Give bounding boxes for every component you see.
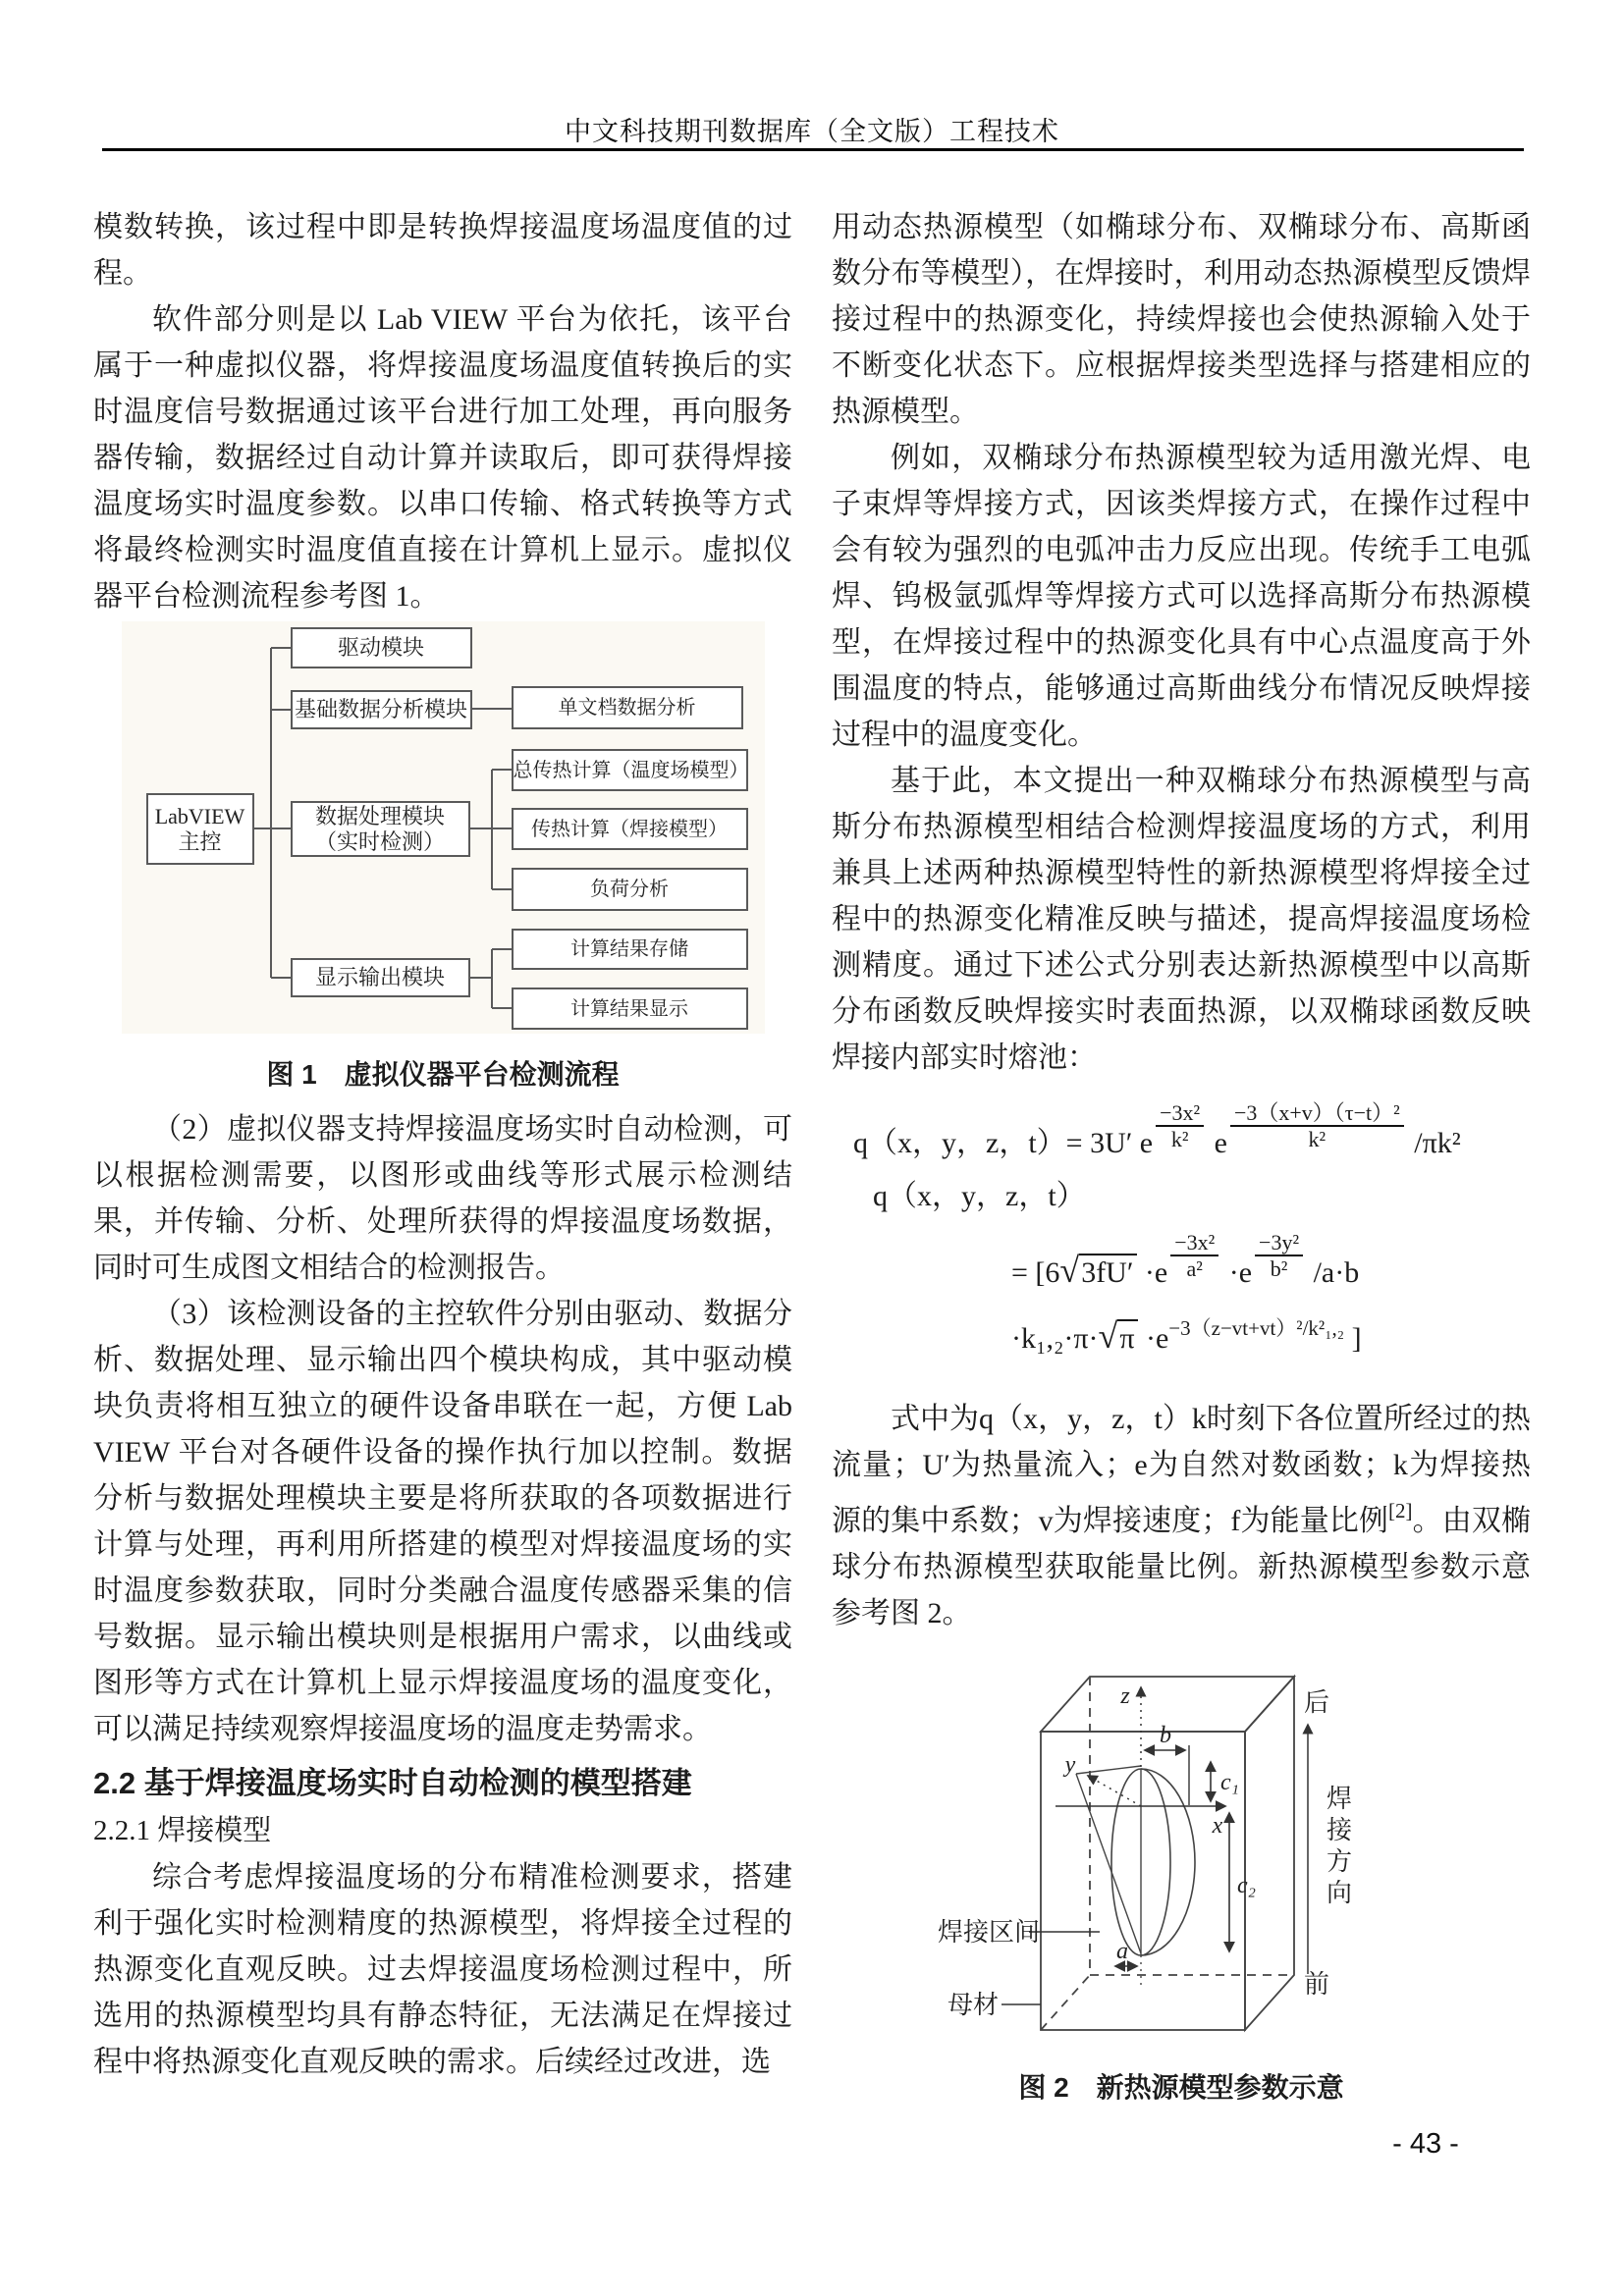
formula-part: = [6	[1011, 1256, 1060, 1289]
front-label: 前	[1304, 1970, 1330, 1999]
flowchart-label: 计算结果存储	[570, 938, 688, 960]
paragraph: 综合考虑焊接温度场的分布精准检测要求，搭建利于强化实时检测精度的热源模型，将焊接全过程的热源变化直观反映。过去焊接温度场检测过程中，所选用的热源模型均具有静态特征，无法满足在焊接过程中将热源变化直观反映的需求。后续经过改进，选	[93, 1861, 792, 2078]
flowchart-label: LabVIEW	[154, 803, 245, 828]
header-rule	[102, 148, 1524, 151]
paragraph-text: 。由双椭球分布热源模型获取能量比例。新热源模型参数示意参考图 2。	[832, 1505, 1532, 1629]
radical-sign: √	[1059, 1251, 1080, 1290]
exponent-fraction	[1156, 1100, 1204, 1151]
formula-part: ·e	[1144, 1256, 1168, 1289]
left-column	[93, 187, 792, 2085]
paragraph: 模数转换，该过程中即是转换焊接温度场温度值的过程。	[93, 211, 792, 290]
figure2-drawing	[913, 1654, 1434, 2042]
formula-part: /a·b	[1313, 1256, 1360, 1289]
fraction-numerator: −3x²	[1170, 1230, 1218, 1256]
flowchart-label: 显示输出模块	[314, 965, 445, 989]
flowchart-label: 单文档数据分析	[558, 697, 696, 719]
formula-part: /πk²	[1414, 1127, 1461, 1159]
paragraph: 基于此，本文提出一种双椭球分布热源模型与高斯分布热源模型相结合检测焊接温度场的方式，利用兼具上述两种热源模型特性的新热源模型将焊接全过程中的热源变化精准反映与描述，提高焊接温度场检测精度。通过下述公式分别表达新热源模型中以高斯分布函数反映焊接实时表面热源，以双椭球函数反映焊接内部实时熔池：	[832, 765, 1531, 1074]
y-axis	[1088, 1776, 1141, 1806]
exponent-fraction	[1170, 1230, 1218, 1281]
dimension-arrows	[1115, 1745, 1229, 1966]
flowchart-label: 主控	[178, 828, 222, 854]
flowchart-label: 数据处理模块	[314, 803, 445, 828]
flowchart-box-display-output	[291, 958, 470, 997]
base-metal-label: 母材	[947, 1991, 1000, 2019]
journal-header: 中文科技期刊数据库（全文版）工程技术	[565, 117, 1059, 146]
formula-double-ellipsoid-line2	[1011, 1230, 1531, 1291]
formula-part: e	[1214, 1127, 1227, 1159]
exponent-fraction	[1255, 1230, 1303, 1281]
dim-c1-label: c₁	[1220, 1770, 1239, 1795]
fraction-denominator: k²	[1170, 1127, 1189, 1151]
formula-part: ·k₁,₂·π·	[1011, 1322, 1099, 1355]
fraction-numerator: −3x²	[1156, 1100, 1204, 1127]
formula-double-ellipsoid-lhs: q（x，y，z，t）	[873, 1180, 1086, 1212]
section-heading-2-2: 2.2 基于焊接温度场实时自动检测的模型搭建	[93, 1766, 692, 1800]
figure2-heat-source-diagram	[913, 1654, 1434, 2047]
flowchart-label: 总传热计算（温度场模型）	[513, 759, 749, 781]
fraction-numerator: −3y²	[1255, 1230, 1303, 1256]
formula-part: q（x，y，z，t）= 3U′	[853, 1127, 1133, 1159]
flowchart-label: 计算结果显示	[570, 997, 688, 1020]
right-column	[832, 187, 1531, 2119]
paragraph	[832, 1396, 1531, 1636]
fraction-denominator: k²	[1308, 1127, 1326, 1151]
sqrt-term	[1059, 1250, 1137, 1291]
figure1-caption: 图 1 虚拟仪器平台检测流程	[266, 1059, 620, 1090]
radical-sign: √	[1098, 1316, 1118, 1356]
paragraph: （3）该检测设备的主控软件分别由驱动、数据分析、数据处理、显示输出四个模块构成，其中驱动模块负责将相互独立的硬件设备串联在一起，方便 Lab VIEW 平台对各硬件设备的操作执行加以控制。数据分析与数据处理模块主要是将所获取的各项数据进行计算与处理，再利用所搭建的模型对焊接温度场的实时温度参数获取，同时分类融合温度传感器采集的信号数据。显示输出模块则是根据用户需求，以曲线或图形等方式在计算机上显示焊接温度场的温度变化，可以满足持续观察焊接温度场的温度走势需求。	[93, 1298, 792, 1745]
weld-pool-ellipsoid	[1076, 1766, 1195, 1988]
flowchart-label: 基础数据分析模块	[294, 697, 467, 721]
formula-gauss-surface-heat	[853, 1100, 1531, 1161]
weld-direction-label: 焊接方向	[1323, 1785, 1352, 1910]
flowchart-box-data-processing	[291, 801, 470, 857]
x-axis-label: x	[1212, 1813, 1223, 1839]
figure1-flowchart	[122, 621, 765, 1034]
paragraph: （2）虚拟仪器支持焊接温度场实时自动检测，可以根据检测需要，以图形或曲线等形式展示检测结果，并传输、分析、处理所获得的焊接温度场数据，同时可生成图文相结合的检测报告。	[93, 1113, 792, 1284]
flowchart-label: 传热计算（焊接模型）	[531, 818, 728, 840]
callout-lines	[1001, 1725, 1308, 2004]
weld-zone-label: 焊接区间	[938, 1918, 1041, 1947]
section-heading-2-2-1: 2.2.1 焊接模型	[93, 1815, 272, 1846]
flowchart-box-basic-data-analysis	[291, 690, 472, 729]
sqrt-term	[1099, 1315, 1139, 1357]
dim-b-label: b	[1160, 1723, 1171, 1748]
dim-c2-label: c₂	[1237, 1873, 1256, 1898]
z-axis-label: z	[1120, 1683, 1130, 1709]
paragraph: 软件部分则是以 Lab VIEW 平台为依托，该平台属于一种虚拟仪器，将焊接温度场温度值转换后的实时温度信号数据通过该平台进行加工处理，再向服务器传输，数据经过自动计算并读取后，即可获得焊接温度场实时温度参数。以串口传输、格式转换等方式将最终检测实时温度值直接在计算机上显示。虚拟仪器平台检测流程参考图 1。	[93, 303, 792, 613]
paragraph-text: 式中为q（x，y，z，t）k时刻下各位置所经过的热流量；U′为热量流入；e为自然对数函数；k为焊接热源的集中系数；v为焊接速度；f为能量比例	[832, 1403, 1531, 1537]
flowchart-box-load-analysis	[512, 868, 748, 911]
formula-part: ·e	[1228, 1256, 1253, 1289]
rear-label: 后	[1304, 1688, 1330, 1717]
flowchart-box-result-storage	[512, 929, 748, 970]
flowchart-box-drive-module	[291, 627, 472, 668]
sqrt-content: π	[1117, 1319, 1138, 1355]
paragraph: 例如，双椭球分布热源模型较为适用激光焊、电子束焊等焊接方式，因该类焊接方式，在操作过程中会有较为强烈的电弧冲击力反应出现。传统手工电弧焊、钨极氩弧焊等焊接方式可以选择高斯分布热源模型，在焊接过程中的热源变化具有中心点温度高于外围温度的特点，能够通过高斯曲线分布情况反映焊接过程中的温度变化。	[832, 442, 1531, 751]
formula-part: ·e	[1145, 1322, 1169, 1355]
y-axis-label: y	[1064, 1752, 1076, 1778]
formula-exponent: −3（z−vt+vt）²/k²₁,₂	[1168, 1316, 1345, 1340]
dim-a-label: a	[1116, 1939, 1128, 1964]
flowchart-label: 负荷分析	[590, 879, 669, 900]
figure2-caption: 图 2 新热源模型参数示意	[1018, 2072, 1344, 2103]
formula-part: ]	[1351, 1322, 1362, 1355]
flowchart-box-single-doc-analysis	[512, 686, 743, 729]
flowchart-box-result-display	[512, 988, 748, 1030]
fraction-denominator: b²	[1270, 1256, 1288, 1281]
flowchart-label: 驱动模块	[337, 635, 424, 660]
flowchart-box-total-heat-calc	[512, 749, 748, 791]
sqrt-content: 3fU′	[1079, 1254, 1137, 1289]
fraction-denominator: a²	[1186, 1256, 1203, 1281]
exponent-fraction	[1230, 1100, 1404, 1151]
citation-ref: [2]	[1388, 1499, 1413, 1522]
page-number: - 43 -	[1392, 2128, 1459, 2160]
fraction-numerator: −3（x+v）（τ−t）²	[1230, 1100, 1404, 1127]
flowchart-label: （实时检测）	[314, 828, 445, 854]
formula-part: e	[1139, 1127, 1154, 1159]
flowchart-box-labview-master	[146, 793, 254, 865]
formula-double-ellipsoid-line3	[1011, 1312, 1531, 1357]
paragraph: 用动态热源模型（如椭球分布、双椭球分布、高斯函数分布等模型），在焊接时，利用动态热源模型反馈焊接过程中的热源变化，持续焊接也会使热源输入处于不断变化状态下。应根据焊接类型选择与搭建相应的热源模型。	[832, 211, 1531, 428]
flowchart-box-heat-calc	[512, 808, 748, 850]
